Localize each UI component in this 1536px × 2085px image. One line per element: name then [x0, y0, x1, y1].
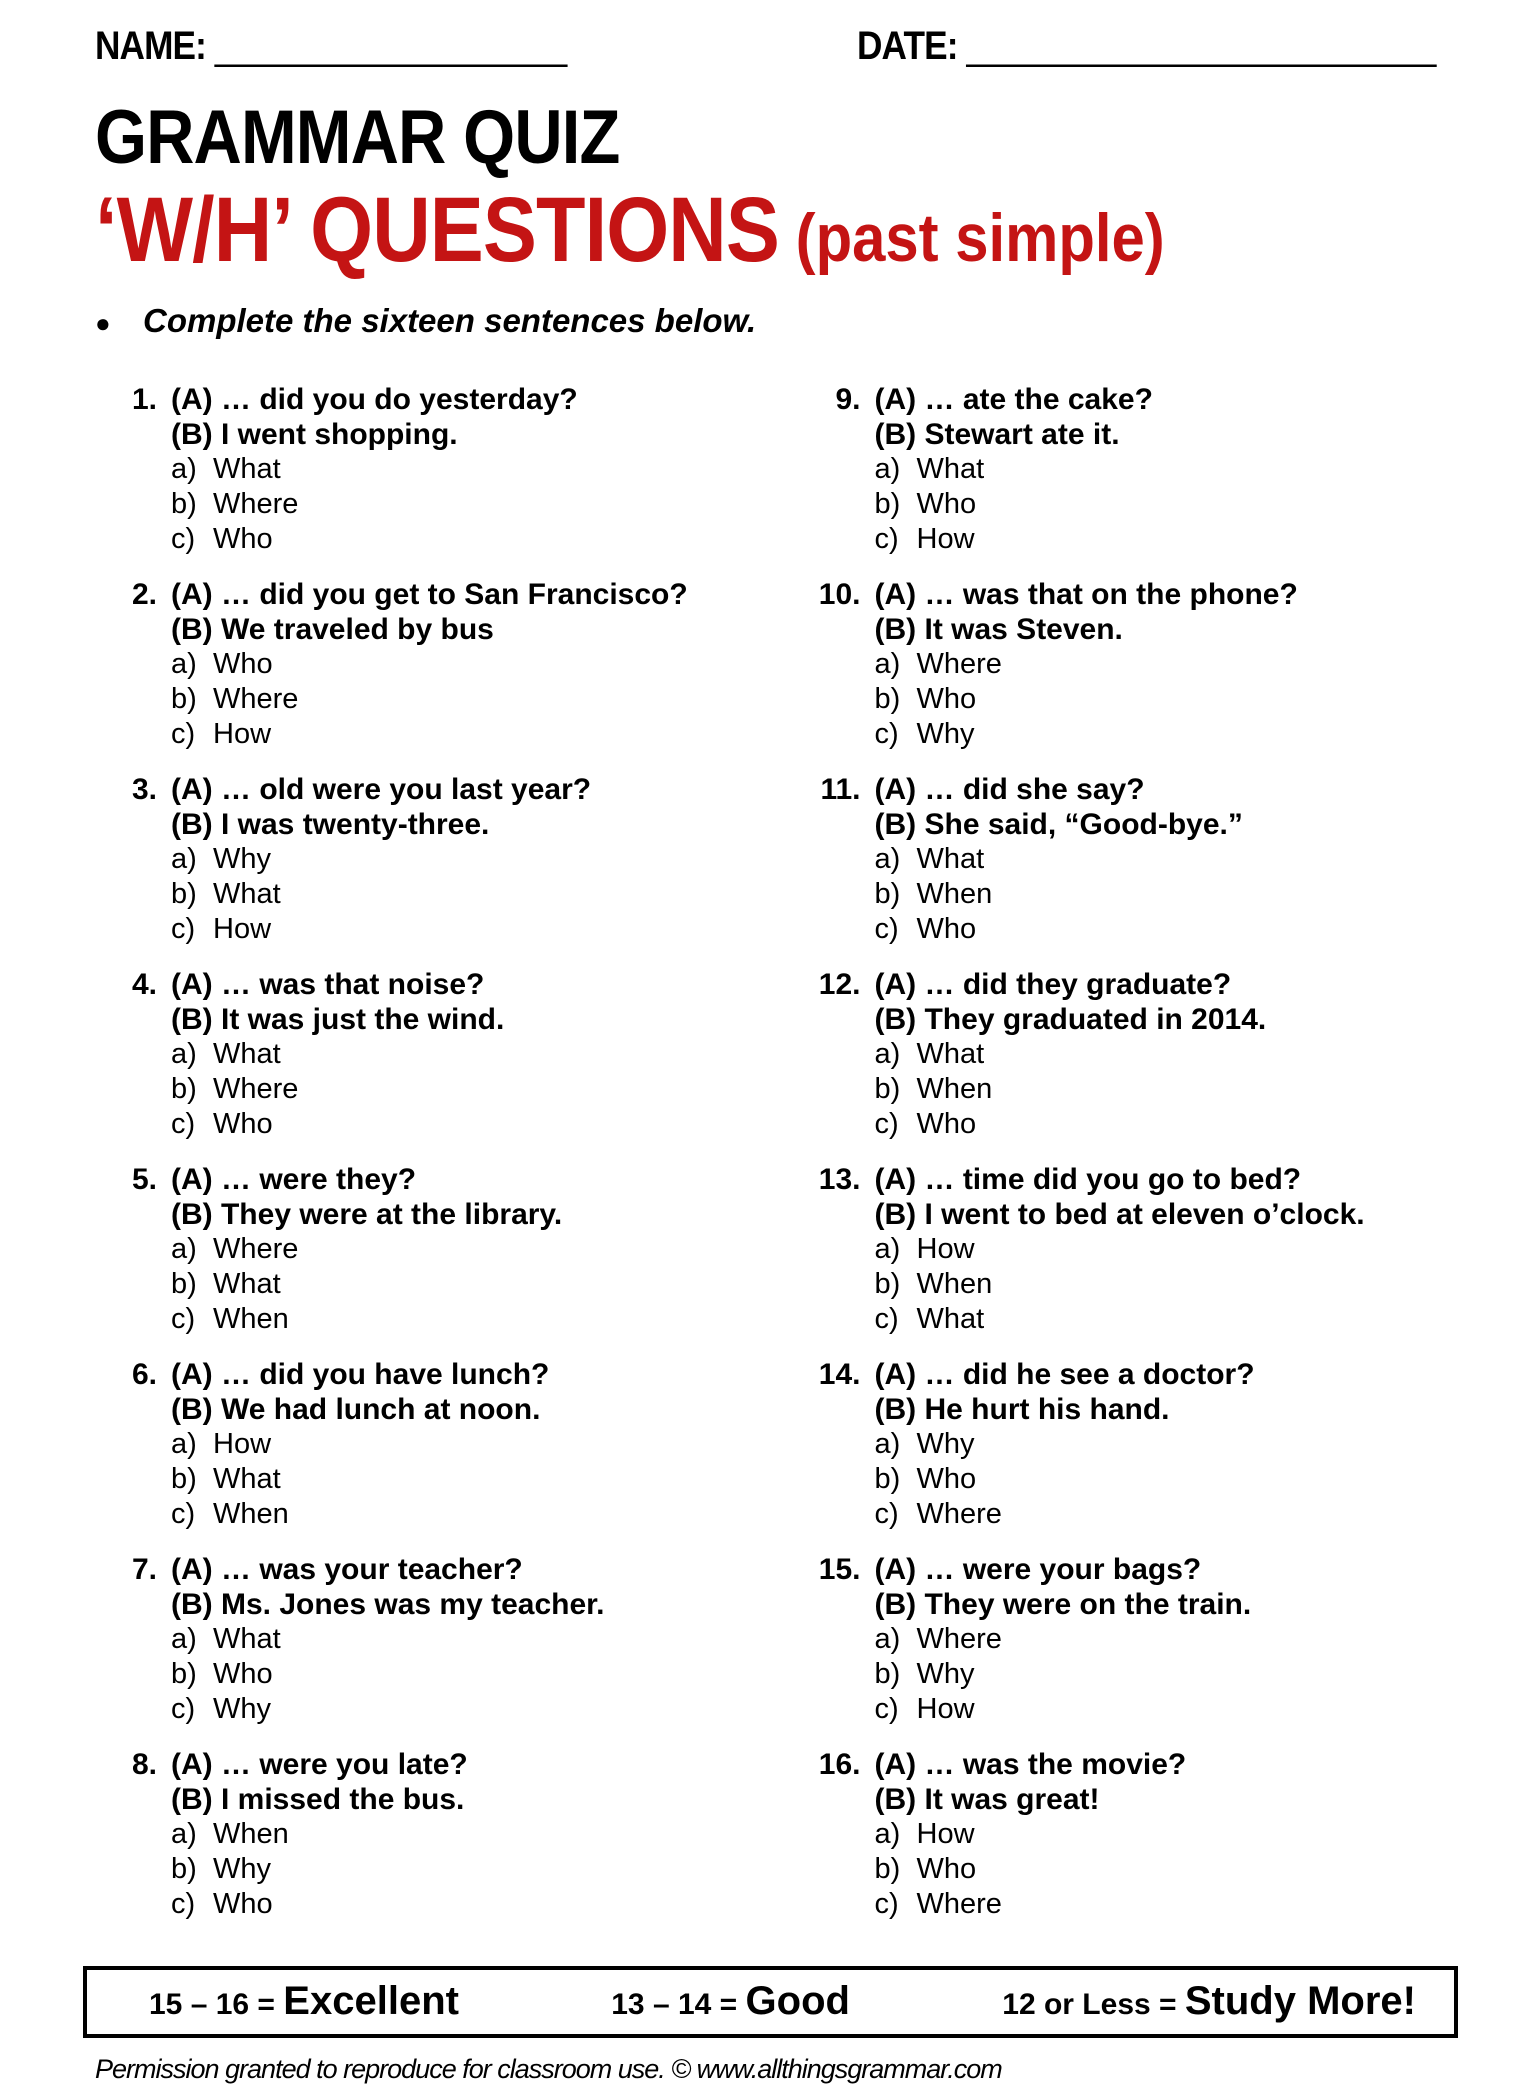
answer-option[interactable]: [875, 452, 1477, 487]
date-blank-line[interactable]: ________________________: [966, 24, 1437, 68]
option-text: What: [213, 1267, 281, 1300]
answer-option[interactable]: [171, 682, 773, 717]
option-list: [875, 1037, 1477, 1142]
option-label: a): [874, 1622, 901, 1655]
option-label: b): [171, 1267, 197, 1300]
question-prompt-a: (A) … ate the cake?: [874, 382, 1153, 416]
option-label: a): [874, 1037, 901, 1070]
question-prompt-a: (A) … was that noise?: [171, 967, 485, 1001]
question-answer-b: (B) We traveled by bus: [171, 612, 494, 646]
option-text: What: [916, 1302, 985, 1335]
option-label: b): [874, 1462, 901, 1495]
question-block: [95, 1552, 773, 1727]
question-prompt-a: (A) … did you do yesterday?: [171, 382, 578, 416]
option-text: Who: [916, 912, 977, 945]
question-body: [171, 967, 773, 1142]
option-text: How: [916, 1232, 975, 1265]
option-text: Where: [916, 1887, 1002, 1920]
option-list: [171, 1037, 773, 1142]
question-answer-b: (B) Ms. Jones was my teacher.: [171, 1587, 605, 1621]
question-answer-b: (B) He hurt his hand.: [874, 1392, 1170, 1426]
option-text: Who: [916, 1107, 977, 1140]
option-text: What: [213, 1622, 281, 1655]
option-label: a): [171, 1232, 197, 1265]
question-number: 10.: [818, 577, 861, 611]
answer-option[interactable]: [875, 1072, 1477, 1107]
question-number: 1.: [131, 382, 157, 416]
option-text: Where: [213, 487, 299, 520]
option-label: a): [171, 842, 197, 875]
answer-option[interactable]: [171, 487, 773, 522]
option-label: b): [874, 877, 901, 910]
question-block: [799, 1747, 1477, 1922]
answer-option[interactable]: [875, 1267, 1477, 1302]
option-text: Who: [213, 522, 273, 555]
quiz-heading-text: GRAMMAR QUIZ: [95, 95, 620, 180]
answer-option[interactable]: [875, 1107, 1477, 1142]
option-label: b): [874, 487, 901, 520]
option-text: Who: [916, 1852, 977, 1885]
option-text: Where: [213, 1072, 299, 1105]
option-list: [171, 1232, 773, 1337]
date-field: [857, 24, 1515, 69]
answer-option[interactable]: [171, 522, 773, 557]
question-body: [171, 1357, 773, 1532]
question-number: 16.: [818, 1747, 861, 1781]
answer-option[interactable]: [171, 1497, 773, 1532]
answer-option[interactable]: [171, 1692, 773, 1727]
question-block: [95, 1357, 773, 1532]
answer-option[interactable]: [171, 1852, 773, 1887]
option-label: b): [171, 1462, 197, 1495]
quiz-topic-main: ‘W/H’ QUESTIONS: [95, 178, 780, 281]
option-label: c): [171, 1107, 196, 1140]
option-text: Who: [213, 647, 273, 680]
option-list: [875, 1817, 1477, 1922]
question-body: [171, 1162, 773, 1337]
option-label: c): [171, 1887, 196, 1920]
answer-option[interactable]: [875, 647, 1477, 682]
option-label: a): [171, 1427, 197, 1460]
question-answer-b: (B) She said, “Good-bye.”: [874, 807, 1243, 841]
question-block: [799, 577, 1477, 752]
option-list: [875, 452, 1477, 557]
score-item: [149, 1979, 459, 2024]
option-text: What: [213, 452, 281, 485]
option-text: What: [916, 452, 985, 485]
score-range: 12 or Less =: [1002, 1988, 1185, 2022]
answer-option[interactable]: [171, 1622, 773, 1657]
name-label: NAME:: [95, 24, 206, 68]
option-label: a): [874, 452, 901, 485]
option-label: c): [874, 522, 899, 555]
question-prompt-a: (A) … was that on the phone?: [874, 577, 1298, 611]
option-text: Why: [213, 1852, 271, 1885]
question-block: [799, 772, 1477, 947]
option-label: a): [171, 452, 197, 485]
quiz-heading: [95, 95, 1476, 180]
question-body: [171, 1747, 773, 1922]
score-grade: Study More!: [1184, 1979, 1416, 2024]
question-number: 3.: [131, 772, 157, 806]
option-text: Where: [213, 1232, 299, 1265]
question-answer-b: (B) I was twenty-three.: [171, 807, 490, 841]
option-label: c): [171, 522, 196, 555]
option-label: a): [171, 1622, 197, 1655]
answer-option[interactable]: [875, 1622, 1477, 1657]
question-number: 13.: [818, 1162, 861, 1196]
option-text: Where: [916, 1497, 1002, 1530]
question-number: 5.: [131, 1162, 157, 1196]
option-list: [171, 1622, 773, 1727]
option-label: a): [171, 647, 197, 680]
option-list: [875, 1427, 1477, 1532]
option-text: When: [916, 877, 993, 910]
answer-option[interactable]: [171, 647, 773, 682]
answer-option[interactable]: [875, 1692, 1477, 1727]
option-text: Who: [916, 682, 977, 715]
option-text: What: [916, 842, 985, 875]
question-column-left: [95, 382, 773, 1942]
answer-option[interactable]: [171, 717, 773, 752]
option-label: c): [874, 1692, 899, 1725]
question-block: [799, 1552, 1477, 1727]
answer-option[interactable]: [171, 1107, 773, 1142]
option-label: a): [874, 647, 901, 680]
option-text: What: [213, 877, 281, 910]
option-label: b): [171, 682, 197, 715]
option-text: Who: [213, 1887, 273, 1920]
option-text: Why: [916, 717, 975, 750]
option-label: b): [171, 1072, 197, 1105]
answer-option[interactable]: [171, 452, 773, 487]
option-list: [171, 842, 773, 947]
answer-option[interactable]: [875, 1037, 1477, 1072]
question-body: [875, 1747, 1477, 1922]
question-block: [95, 967, 773, 1142]
question-body: [875, 1552, 1477, 1727]
option-list: [875, 1232, 1477, 1337]
instruction-text: Complete the sixteen sentences below.: [143, 301, 757, 339]
question-body: [875, 772, 1477, 947]
option-text: Where: [916, 1622, 1002, 1655]
question-block: [799, 382, 1477, 557]
option-label: c): [874, 1302, 899, 1335]
option-text: Who: [916, 487, 977, 520]
answer-option[interactable]: [171, 1072, 773, 1107]
question-body: [171, 772, 773, 947]
question-prompt-a: (A) … did you get to San Francisco?: [171, 577, 688, 611]
question-block: [95, 1747, 773, 1922]
question-number: 14.: [818, 1357, 861, 1391]
answer-option[interactable]: [171, 1037, 773, 1072]
option-label: c): [874, 1497, 899, 1530]
answer-option[interactable]: [171, 1267, 773, 1302]
answer-option[interactable]: [875, 1302, 1477, 1337]
question-prompt-a: (A) … did she say?: [874, 772, 1145, 806]
answer-option[interactable]: [171, 842, 773, 877]
name-field: [95, 24, 632, 69]
date-label: DATE:: [857, 24, 958, 68]
quiz-topic-suffix: (past simple): [779, 199, 1165, 276]
question-column-right: [799, 382, 1477, 1942]
option-label: b): [171, 1657, 197, 1690]
option-text: Who: [213, 1657, 273, 1690]
question-body: [171, 382, 773, 557]
option-text: When: [916, 1267, 993, 1300]
option-list: [875, 1622, 1477, 1727]
option-list: [171, 1817, 773, 1922]
question-block: [799, 1162, 1477, 1337]
option-label: c): [874, 1887, 899, 1920]
header-row: [95, 24, 1476, 84]
option-text: Why: [916, 1427, 975, 1460]
answer-option[interactable]: [171, 1887, 773, 1922]
answer-option[interactable]: [875, 1657, 1477, 1692]
answer-option[interactable]: [875, 1817, 1477, 1852]
option-label: c): [171, 717, 196, 750]
question-prompt-a: (A) … were you late?: [171, 1747, 468, 1781]
quiz-topic-heading: [95, 178, 1476, 281]
question-answer-b: (B) I went shopping.: [171, 417, 458, 451]
answer-option[interactable]: [171, 1232, 773, 1267]
answer-option[interactable]: [875, 522, 1477, 557]
question-body: [171, 577, 773, 752]
option-label: b): [874, 1072, 901, 1105]
score-grade: Good: [745, 1979, 850, 2024]
question-body: [875, 967, 1477, 1142]
option-text: Where: [916, 647, 1002, 680]
question-block: [799, 1357, 1477, 1532]
option-text: Why: [213, 842, 271, 875]
question-block: [95, 382, 773, 557]
option-label: b): [874, 1267, 901, 1300]
answer-option[interactable]: [171, 1302, 773, 1337]
question-prompt-a: (A) … did you have lunch?: [171, 1357, 550, 1391]
option-text: Where: [213, 682, 299, 715]
option-text: How: [213, 717, 272, 750]
score-item: [1002, 1979, 1416, 2024]
question-answer-b: (B) They were at the library.: [171, 1197, 563, 1231]
question-prompt-a: (A) … were they?: [171, 1162, 417, 1196]
option-label: a): [874, 1817, 901, 1850]
question-prompt-a: (A) … did they graduate?: [874, 967, 1232, 1001]
option-label: c): [874, 912, 899, 945]
option-label: b): [874, 1657, 901, 1690]
answer-option[interactable]: [875, 487, 1477, 522]
option-list: [171, 647, 773, 752]
option-label: b): [874, 1852, 901, 1885]
question-answer-b: (B) It was just the wind.: [171, 1002, 505, 1036]
answer-option[interactable]: [171, 1427, 773, 1462]
question-number: 8.: [131, 1747, 157, 1781]
name-blank-line[interactable]: __________________: [214, 24, 568, 68]
option-label: c): [874, 717, 899, 750]
answer-option[interactable]: [171, 1817, 773, 1852]
option-label: c): [171, 1497, 196, 1530]
answer-option[interactable]: [875, 842, 1477, 877]
footer-copyright: Permission granted to reproduce for classroom use. © www.allthingsgrammar.com: [95, 2053, 1002, 2084]
option-text: What: [916, 1037, 985, 1070]
question-prompt-a: (A) … time did you go to bed?: [874, 1162, 1302, 1196]
option-list: [875, 647, 1477, 752]
option-text: How: [213, 1427, 272, 1460]
question-number: 11.: [820, 772, 861, 806]
option-text: What: [213, 1462, 281, 1495]
score-box: [83, 1966, 1458, 2038]
question-answer-b: (B) I went to bed at eleven o’clock.: [874, 1197, 1365, 1231]
question-block: [95, 1162, 773, 1337]
option-text: How: [916, 522, 975, 555]
answer-option[interactable]: [875, 1852, 1477, 1887]
option-text: How: [916, 1817, 975, 1850]
question-body: [875, 382, 1477, 557]
question-body: [171, 1552, 773, 1727]
option-label: a): [874, 1232, 901, 1265]
question-prompt-a: (A) … was your teacher?: [171, 1552, 523, 1586]
option-list: [171, 1427, 773, 1532]
option-label: b): [874, 682, 901, 715]
question-number: 6.: [131, 1357, 157, 1391]
question-prompt-a: (A) … did he see a doctor?: [874, 1357, 1255, 1391]
question-answer-b: (B) It was Steven.: [874, 612, 1123, 646]
question-number: 15.: [818, 1552, 861, 1586]
option-text: Who: [916, 1462, 977, 1495]
question-number: 9.: [835, 382, 861, 416]
answer-option[interactable]: [171, 1657, 773, 1692]
option-text: Who: [213, 1107, 273, 1140]
question-answer-b: (B) They graduated in 2014.: [874, 1002, 1267, 1036]
answer-option[interactable]: [875, 1887, 1477, 1922]
question-prompt-a: (A) … was the movie?: [874, 1747, 1187, 1781]
question-answer-b: (B) It was great!: [874, 1782, 1100, 1816]
option-label: c): [171, 1692, 196, 1725]
option-label: a): [171, 1817, 197, 1850]
question-number: 4.: [131, 967, 157, 1001]
bullet-icon: ●: [95, 307, 111, 338]
option-label: b): [171, 487, 197, 520]
question-body: [875, 1162, 1477, 1337]
option-text: How: [213, 912, 272, 945]
option-list: [171, 452, 773, 557]
question-body: [875, 1357, 1477, 1532]
option-text: Why: [916, 1657, 975, 1690]
option-label: a): [171, 1037, 197, 1070]
question-answer-b: (B) I missed the bus.: [171, 1782, 465, 1816]
question-answer-b: (B) Stewart ate it.: [874, 417, 1120, 451]
question-prompt-a: (A) … were your bags?: [874, 1552, 1202, 1586]
answer-option[interactable]: [875, 682, 1477, 717]
question-prompt-a: (A) … old were you last year?: [171, 772, 592, 806]
answer-option[interactable]: [875, 912, 1477, 947]
option-label: a): [874, 1427, 901, 1460]
option-label: b): [171, 877, 197, 910]
question-number: 12.: [818, 967, 861, 1001]
option-text: When: [213, 1817, 289, 1850]
option-label: a): [874, 842, 901, 875]
score-range: 13 – 14 =: [611, 1988, 746, 2022]
question-answer-b: (B) We had lunch at noon.: [171, 1392, 541, 1426]
answer-option[interactable]: [875, 1462, 1477, 1497]
answer-option[interactable]: [171, 912, 773, 947]
answer-option[interactable]: [171, 877, 773, 912]
option-label: c): [171, 912, 196, 945]
question-body: [875, 577, 1477, 752]
question-block: [95, 772, 773, 947]
answer-option[interactable]: [875, 1232, 1477, 1267]
option-text: Why: [213, 1692, 271, 1725]
score-range: 15 – 16 =: [149, 1988, 284, 2022]
option-text: When: [213, 1497, 289, 1530]
question-number: 2.: [131, 577, 157, 611]
answer-option[interactable]: [875, 1497, 1477, 1532]
instruction-row: [95, 302, 1476, 340]
answer-option[interactable]: [875, 877, 1477, 912]
questions-grid: [95, 382, 1476, 1942]
answer-option[interactable]: [875, 1427, 1477, 1462]
option-text: How: [916, 1692, 975, 1725]
question-answer-b: (B) They were on the train.: [874, 1587, 1252, 1621]
question-block: [95, 577, 773, 752]
option-label: c): [171, 1302, 196, 1335]
question-block: [799, 967, 1477, 1142]
option-text: When: [213, 1302, 289, 1335]
option-text: When: [916, 1072, 993, 1105]
question-number: 7.: [131, 1552, 157, 1586]
score-grade: Excellent: [283, 1979, 459, 2024]
option-label: c): [874, 1107, 899, 1140]
option-label: b): [171, 1852, 197, 1885]
option-list: [875, 842, 1477, 947]
answer-option[interactable]: [171, 1462, 773, 1497]
score-item: [611, 1979, 850, 2024]
answer-option[interactable]: [875, 717, 1477, 752]
option-text: What: [213, 1037, 281, 1070]
